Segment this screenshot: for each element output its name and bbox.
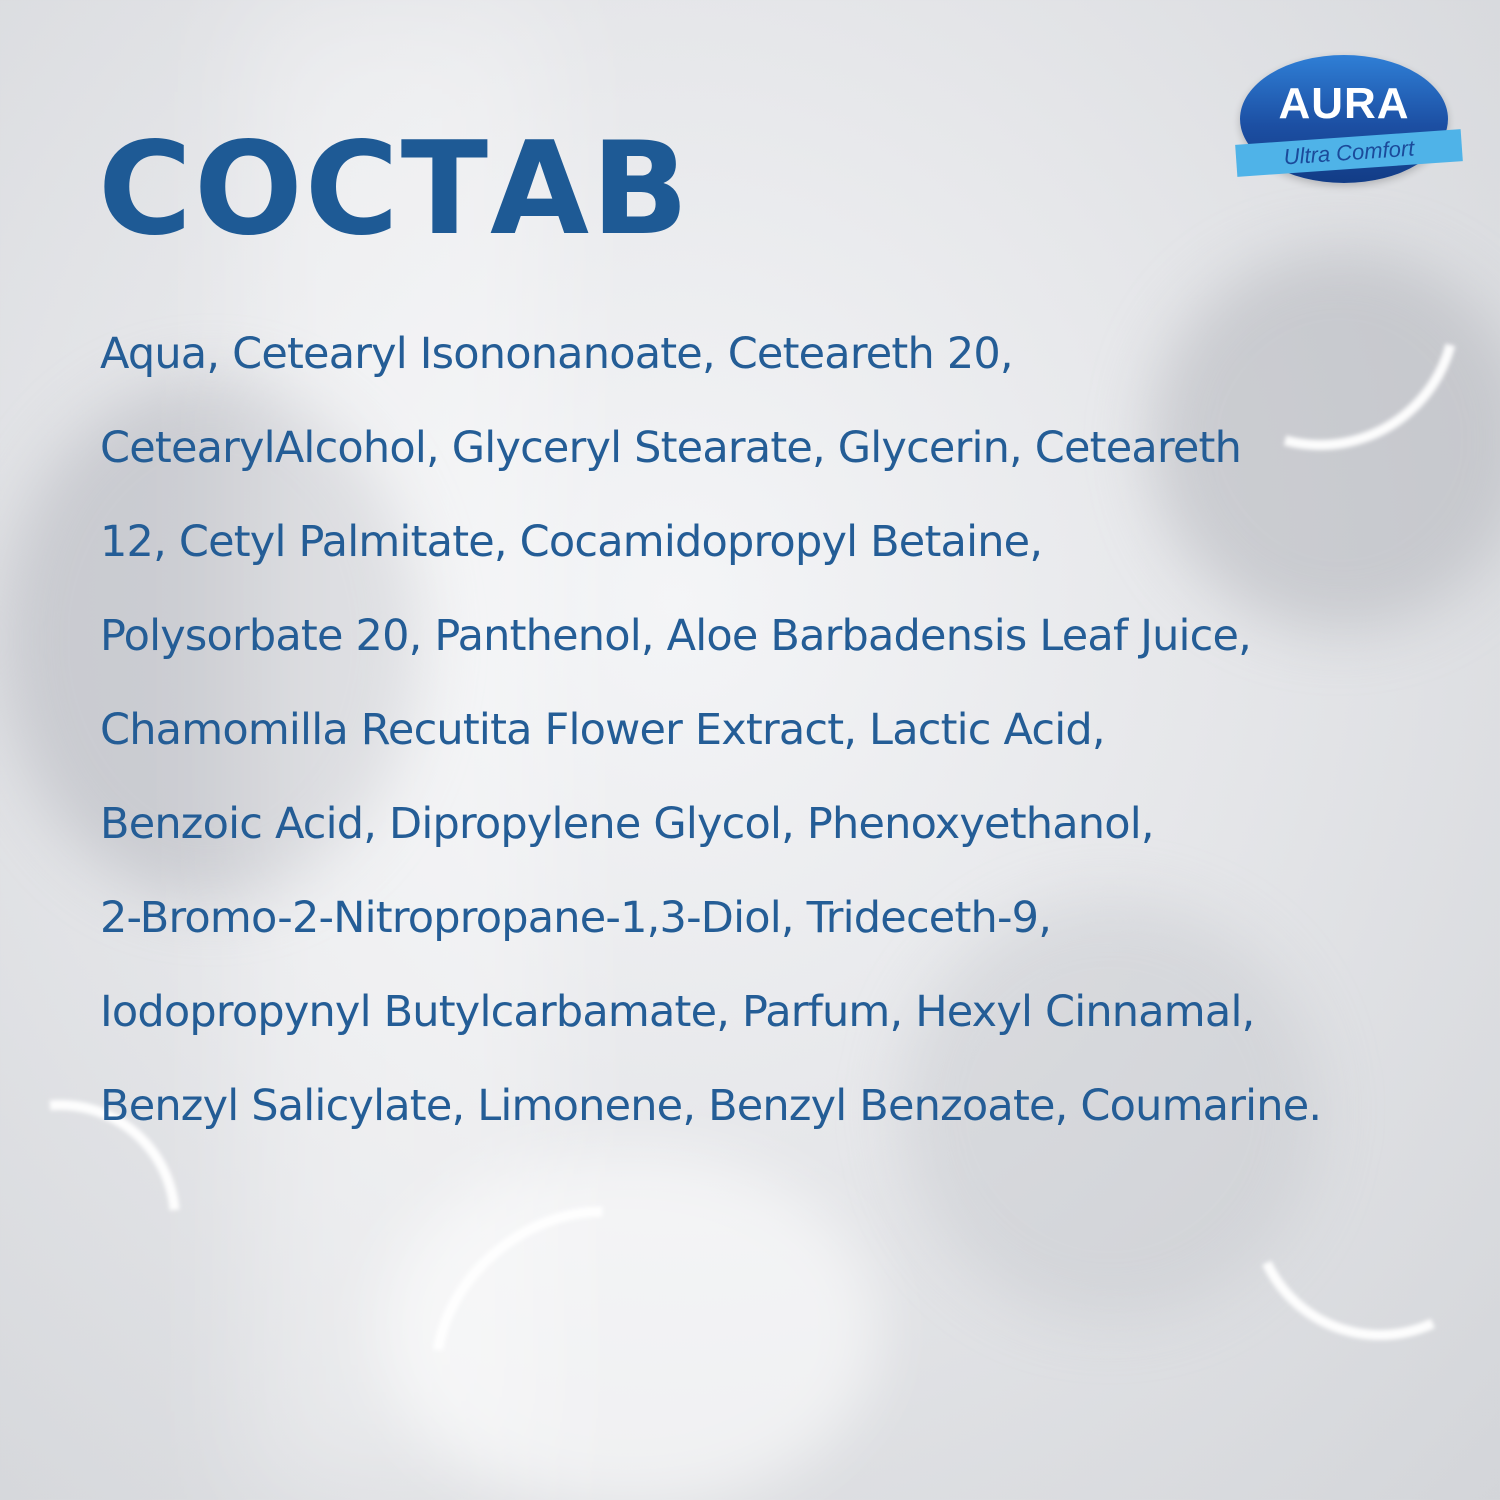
ingredient-line: Benzyl Salicylate, Limonene, Benzyl Benzoate, Coumarine. — [100, 1081, 1322, 1131]
ingredient-line: Polysorbate 20, Panthenol, Aloe Barbadensis Leaf Juice, — [100, 611, 1252, 661]
ingredient-line: CetearylAlcohol, Glyceryl Stearate, Glycerin, Ceteareth — [100, 423, 1242, 473]
logo-tagline: Ultra Comfort — [1282, 135, 1416, 170]
ingredient-line: 2-Bromo-2-Nitropropane-1,3-Diol, Trideceth-9, — [100, 893, 1052, 943]
brand-logo — [1232, 55, 1472, 190]
ingredients-list — [100, 315, 1460, 1161]
ingredient-line: 12, Cetyl Palmitate, Cocamidopropyl Betaine, — [100, 517, 1043, 567]
ingredient-line: Aqua, Cetearyl Isononanoate, Ceteareth 20, — [100, 329, 1013, 379]
ingredient-line: Iodopropynyl Butylcarbamate, Parfum, Hexyl Cinnamal, — [100, 987, 1255, 1037]
page-title: СОСТАВ — [98, 115, 691, 264]
ingredient-line: Benzoic Acid, Dipropylene Glycol, Phenoxyethanol, — [100, 799, 1154, 849]
logo-brand-name: AURA — [1278, 79, 1410, 128]
ingredient-line: Chamomilla Recutita Flower Extract, Lactic Acid, — [100, 705, 1105, 755]
